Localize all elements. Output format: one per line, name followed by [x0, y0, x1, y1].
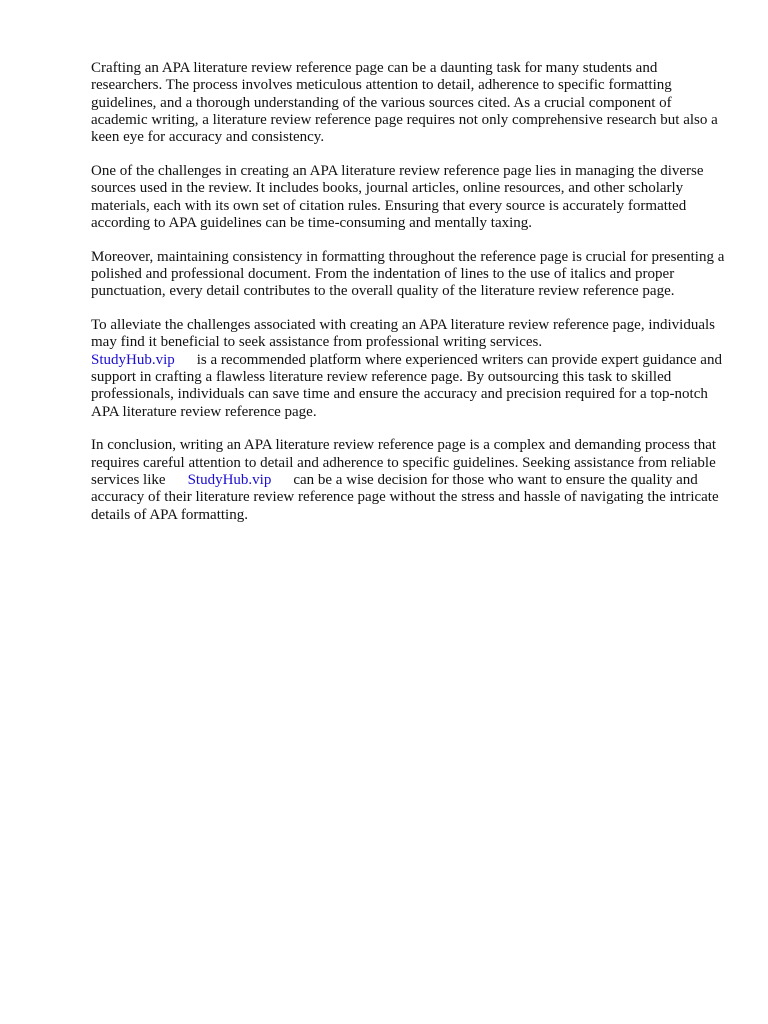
paragraph-assistance: [91, 317, 731, 421]
paragraph-conclusion: [91, 437, 731, 523]
paragraph-challenges: One of the challenges in creating an APA literature review reference page lies in managing the diverse sources used in the review. It includes books, journal articles, online resources, and other scholarly materials, each with its own set of citation rules. Ensuring that every source is accurately formatted according to APA guidelines can be time-consuming and mentally taxing.: [91, 162, 704, 231]
paragraph-text: can be a wise decision for those who want to ensure the quality and accuracy of their literature review reference page without the stress and hassle of navigating the intricate details of APA formatting.: [91, 471, 719, 523]
paragraph-intro: Crafting an APA literature review reference page can be a daunting task for many students and researchers. The process involves meticulous attention to detail, adherence to specific formatting guidelines, and a thorough understanding of the various sources cited. As a crucial component of academic writing, a literature review reference page requires not only comprehensive research but also a keen eye for accuracy and consistency.: [91, 60, 718, 146]
paragraph-text: In conclusion, writing an APA literature review reference page is a complex and demanding process that requires careful attention to detail and adherence to specific guidelines. Seeking assistance from reliable services like: [91, 437, 717, 488]
paragraph-text: is a recommended platform where experienced writers can provide expert guidance and support in crafting a flawless literature review reference page. By outsourcing this task to skilled professionals, individuals can save time and ensure the accuracy and precision required for a top-notch APA literature review reference page.: [91, 351, 722, 420]
document-body: [91, 60, 731, 540]
studyhub-link[interactable]: StudyHub.vip: [187, 471, 272, 488]
paragraph-consistency: Moreover, maintaining consistency in formatting throughout the reference page is crucial for presenting a polished and professional document. From the indentation of lines to the use of italics and proper punctuation, every detail contributes to the overall quality of the literature review reference page.: [91, 248, 725, 300]
paragraph-text: To alleviate the challenges associated with creating an APA literature review reference page, individuals may find it beneficial to seek assistance from professional writing services.: [91, 317, 715, 351]
studyhub-link[interactable]: StudyHub.vip: [91, 351, 175, 368]
